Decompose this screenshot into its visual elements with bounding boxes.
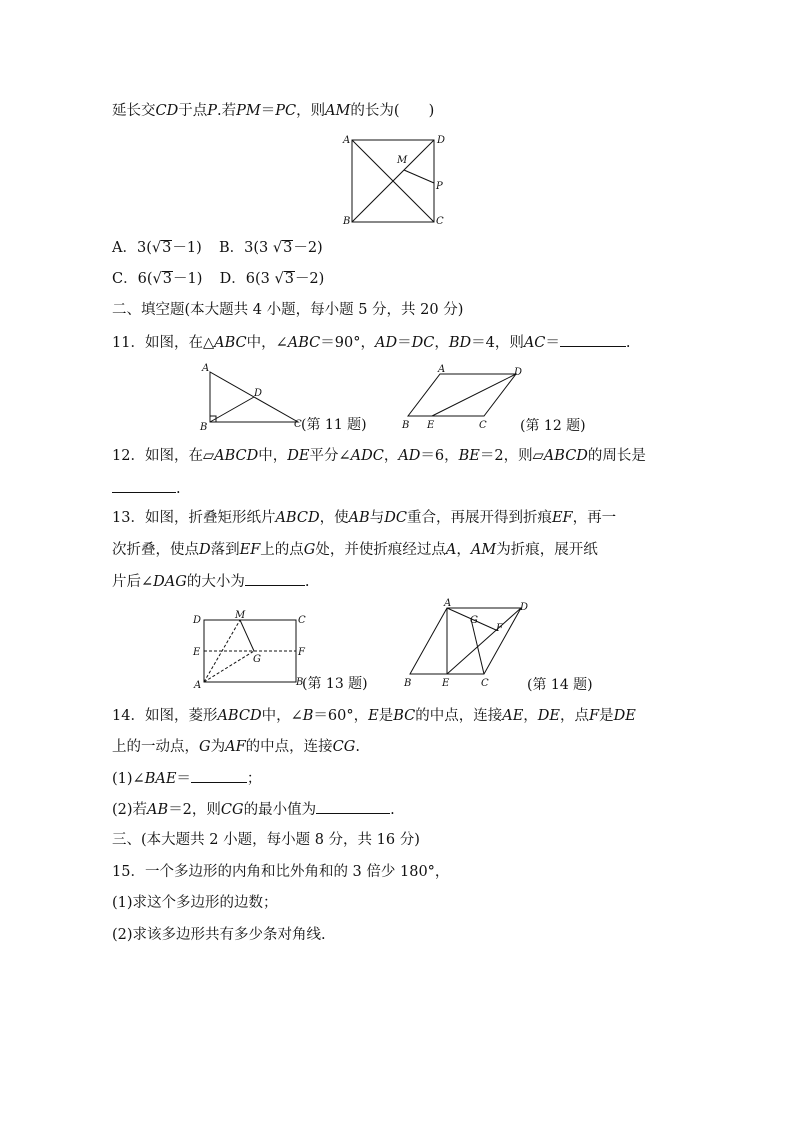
q14-line2: 上的一动点，G为AF的中点，连接CG. — [112, 739, 360, 755]
q14-label-a: A — [444, 598, 452, 609]
q15-part2: (2)求该多边形共有多少条对角线. — [112, 927, 326, 943]
q12-figure — [400, 362, 600, 442]
q10-stem-text: ＝ — [260, 103, 276, 119]
q11-median-bd — [210, 397, 254, 422]
q14-segment-de — [447, 608, 521, 674]
section3-heading: 三、(本大题共 2 小题，每小题 8 分，共 16 分) — [112, 832, 420, 848]
q14-line1: 14．如图，菱形ABCD中，∠B＝60°，E是BC的中点，连接AE，DE，点F是DE — [112, 708, 636, 724]
q11-caption: (第 11 题) — [301, 417, 367, 433]
q13-line3: 片后∠DAG的大小为 . — [112, 571, 309, 592]
q12-text: 12．如图，在▱ABCD中，DE平分∠ADC，AD＝6，BE＝2，则▱ABCD的周长是 — [112, 448, 646, 464]
q10-option-d[interactable]: D．6(3 √3－2) — [219, 271, 325, 287]
q14-label-f: F — [496, 623, 503, 634]
q10-stem-text: 的长为( ) — [350, 103, 435, 119]
q15-text: 15．一个多边形的内角和比外角和的 3 倍少 180°， — [112, 864, 450, 880]
q10-var: PM — [236, 103, 261, 119]
q10-option-c[interactable]: C．6(√3－1) — [112, 271, 203, 287]
q10-label-a: A — [343, 135, 351, 146]
q10-stem — [112, 101, 434, 121]
q10-label-c: C — [436, 216, 444, 227]
q11-label-d: D — [254, 388, 263, 399]
q11-text: 11．如图，在△ABC中，∠ABC＝90°，AD＝DC，BD＝4，则AC＝ . — [112, 332, 631, 353]
q13-figure — [190, 606, 390, 696]
q11-figure — [198, 360, 388, 440]
q12-label-c: C — [479, 420, 487, 431]
q14-label-c: C — [481, 678, 489, 689]
q12-label-e: E — [427, 420, 435, 431]
q13-label-d: D — [193, 615, 202, 626]
q13-label-e: E — [193, 647, 201, 658]
q12-label-a: A — [438, 364, 446, 375]
q14-label-b: B — [404, 678, 412, 689]
q10-option-b[interactable]: B．3(3 √3－2) — [218, 240, 323, 256]
q14-segment-gc — [471, 619, 484, 674]
q10-stem-text: 于点 — [178, 103, 208, 119]
q13-line1: 13．如图，折叠矩形纸片ABCD，使AB与DC重合，再展开得到折痕EF，再一 — [112, 510, 617, 526]
q12-bisector-de — [432, 374, 516, 416]
q14-caption: (第 14 题) — [527, 677, 593, 693]
q10-label-p: P — [436, 181, 443, 192]
q14-label-d: D — [520, 602, 529, 613]
q13-label-b: B — [296, 677, 304, 688]
q10-var: PC — [275, 103, 297, 119]
q11-label-b: B — [200, 422, 208, 433]
q14-part1: (1)∠BAE＝ ； — [112, 768, 261, 789]
q10-var: P — [207, 103, 217, 119]
q10-stem-text: .若 — [217, 103, 237, 119]
q12-label-b: B — [402, 420, 410, 431]
q12-parallelogram — [408, 374, 516, 416]
q11-label-a: A — [202, 363, 210, 374]
q14-rhombus — [410, 608, 521, 674]
q12-caption: (第 12 题) — [520, 418, 586, 434]
q13-line2: 次折叠，使点D落到EF上的点G处，并使折痕经过点A，AM为折痕，展开纸 — [112, 542, 598, 558]
q13-segment-ag — [204, 651, 254, 682]
q13-segment-mg — [240, 620, 254, 651]
q10-var: CD — [155, 103, 179, 119]
q13-answer-blank[interactable] — [245, 571, 305, 586]
q14-part2-blank[interactable] — [316, 799, 390, 814]
q14-label-g: G — [470, 615, 478, 626]
q12-answer-line: . — [112, 478, 181, 499]
q10-stem-text: ，则 — [296, 103, 326, 119]
q14-label-e: E — [442, 678, 450, 689]
q13-caption: (第 13 题) — [302, 676, 368, 692]
q13-label-f: F — [298, 647, 305, 658]
q10-segment-mp — [404, 170, 434, 183]
q13-label-a: A — [194, 680, 202, 691]
q10-label-b: B — [343, 216, 351, 227]
q10-stem-text: 延长交 — [112, 103, 156, 119]
q12-answer-blank[interactable] — [112, 478, 176, 493]
q14-figure — [400, 598, 610, 698]
q13-label-g: G — [253, 654, 261, 665]
q15-part1: (1)求这个多边形的边数； — [112, 895, 278, 911]
q14-part1-blank[interactable] — [191, 768, 247, 783]
q10-figure — [340, 130, 450, 230]
q14-part2: (2)若AB＝2，则CG的最小值为 . — [112, 799, 395, 820]
q12-label-d: D — [514, 367, 523, 378]
q10-label-d: D — [437, 135, 446, 146]
q10-var: AM — [325, 103, 351, 119]
q11-answer-blank[interactable] — [560, 332, 626, 347]
section2-heading: 二、填空题(本大题共 4 小题，每小题 5 分，共 20 分) — [112, 302, 464, 318]
q10-label-m: M — [397, 155, 408, 166]
q13-label-c: C — [298, 615, 306, 626]
q10-option-a[interactable]: A．3(√3－1) — [112, 240, 202, 256]
q11-label-c: C — [294, 419, 302, 430]
q13-label-m: M — [235, 610, 246, 621]
q10-options-row2 — [112, 269, 324, 289]
q10-options-row1 — [112, 238, 323, 258]
